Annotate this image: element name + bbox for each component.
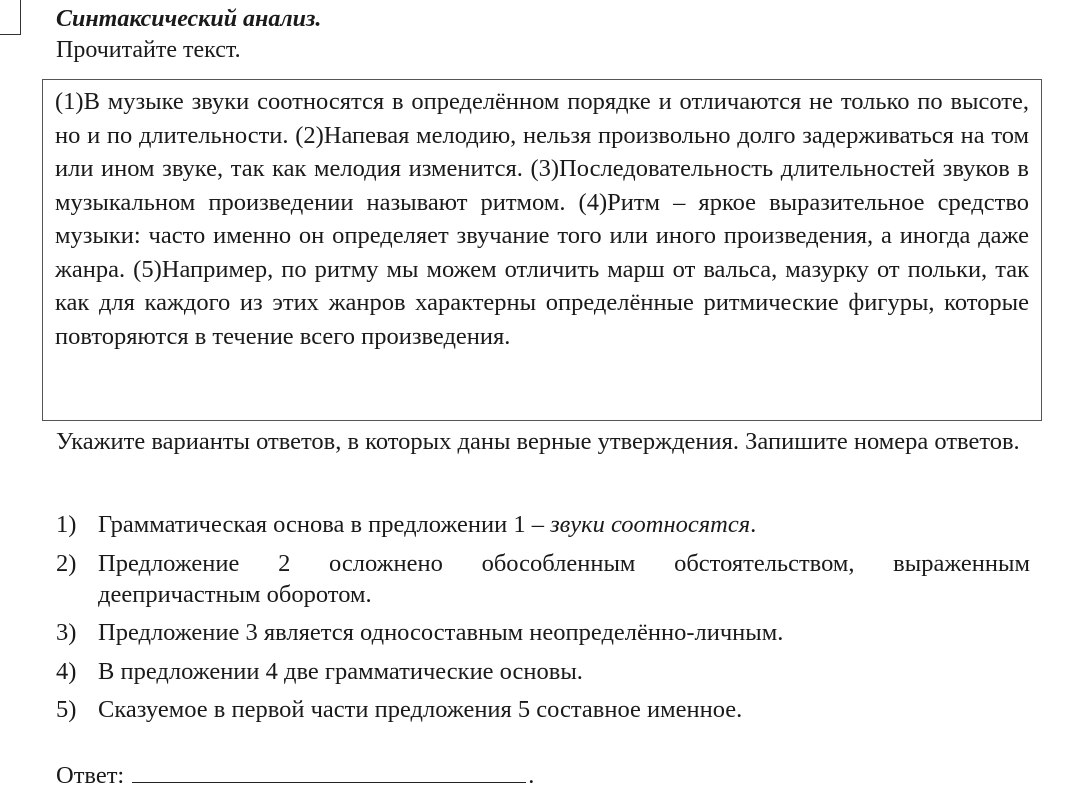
- option-number: 5): [56, 696, 77, 723]
- option-emphasis: звуки соотносятся: [550, 511, 751, 538]
- answer-end: .: [528, 762, 535, 789]
- option-1: [56, 509, 1030, 540]
- option-number: 2): [56, 549, 77, 577]
- option-4: [56, 656, 1030, 687]
- option-5: [56, 694, 1030, 725]
- option-3: [56, 617, 1030, 648]
- answer-label: Ответ:: [56, 762, 125, 789]
- option-number: 3): [56, 619, 77, 646]
- option-text: Сказуемое в первой части предложения 5 составное именное.: [98, 696, 743, 723]
- answer-options: [56, 509, 1030, 733]
- option-text: В предложении 4 две грамматические основы.: [98, 657, 583, 685]
- corner-frame: [0, 0, 21, 35]
- option-number: 1): [56, 511, 77, 538]
- answer-blank-line[interactable]: [132, 760, 526, 783]
- option-text: Грамматическая основа в предложении 1 –: [98, 511, 551, 538]
- task-text: Укажите варианты ответов, в которых даны верные утверждения. Запишите номера ответов.: [56, 428, 1020, 455]
- passage-box: [42, 79, 1042, 421]
- section-title: Синтаксический анализ.: [56, 6, 322, 32]
- answer-row: [56, 760, 534, 791]
- option-text: Предложение 3 является односоставным неопределённо-личным.: [98, 619, 784, 646]
- option-2: [56, 548, 1030, 610]
- passage-text: (1)В музыке звуки соотносятся в определённом порядке и отличаются не только по высоте, но и по длительности. (2)Напевая мелодию, нельзя произвольно долго задерживаться на том или ином звуке, так как мелодия изменится. (3)Последовательность длительностей звуков в музыкальном произведении называют ритмом. (4)Ритм – яркое выразительное средство музыки: часто именно он определяет звучание того или иного произведения, а иногда даже жанра. (5)Например, по ритму мы можем отличить марш от вальса, мазурку от польки, так как для каждого из этих жанров характерны определённые ритмические фигуры, которые повторяются в течение всего произведения.: [55, 88, 1029, 350]
- option-number: 4): [56, 657, 77, 685]
- option-tail: .: [750, 511, 757, 538]
- read-instruction: Прочитайте текст.: [56, 37, 241, 63]
- option-text: Предложение 2 осложнено обособленным обстоятельством, выраженным деепричастным оборотом.: [98, 549, 1030, 608]
